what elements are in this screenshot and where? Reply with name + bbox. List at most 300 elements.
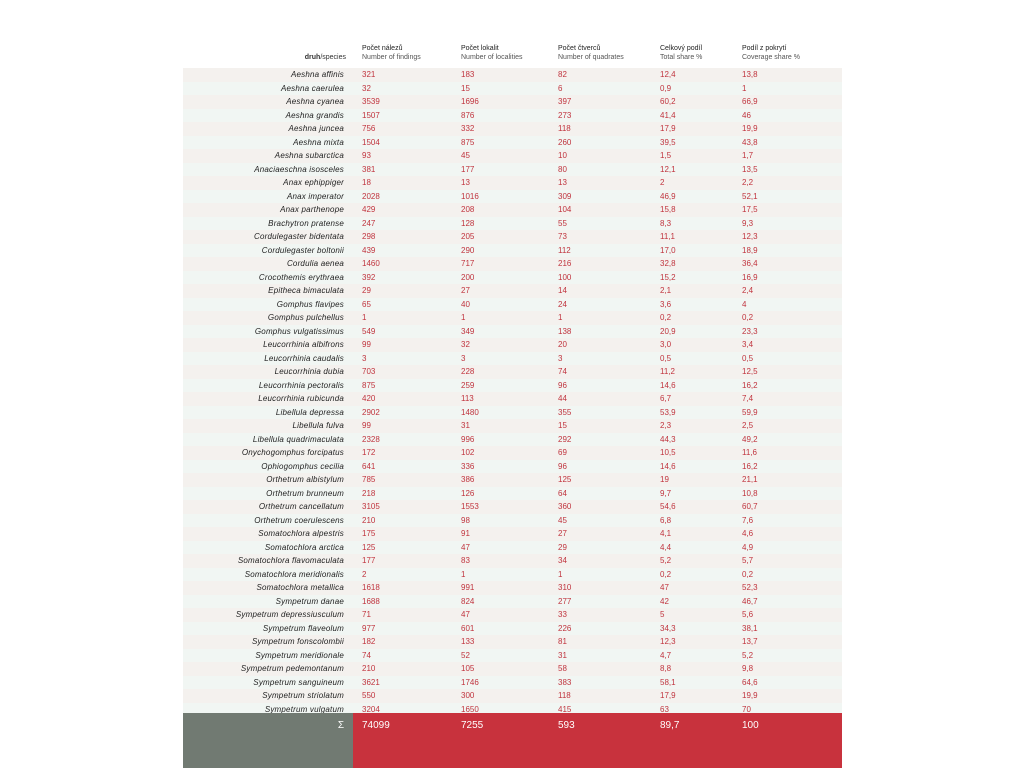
- findings-count: 3539: [362, 97, 380, 106]
- findings-count: 1460: [362, 259, 380, 268]
- table-row: [183, 230, 842, 244]
- localities-count: 83: [461, 556, 470, 565]
- table-row: [183, 392, 842, 406]
- total-localities: 7255: [461, 720, 484, 731]
- findings-count: 298: [362, 232, 376, 241]
- total-share: 34,3: [660, 623, 676, 633]
- quadrates-count: 73: [558, 232, 567, 241]
- total-share: 5,2: [660, 556, 672, 565]
- species-name: Sympetrum pedemontanum: [240, 664, 344, 673]
- localities-count: 290: [461, 245, 475, 255]
- findings-count: 32: [362, 83, 371, 93]
- findings-count: 641: [362, 461, 376, 471]
- quadrates-count: 397: [558, 97, 572, 106]
- table-row: [183, 622, 842, 636]
- coverage-share: 60,7: [742, 502, 758, 511]
- coverage-share: 9,8: [742, 664, 754, 673]
- findings-count: 703: [362, 367, 376, 376]
- localities-count: 47: [461, 610, 470, 619]
- coverage-share: 0,2: [742, 313, 754, 322]
- coverage-share: 2,2: [742, 178, 754, 187]
- total-share: 19: [660, 475, 669, 484]
- total-share: 12,3: [660, 637, 676, 646]
- species-name: Cordulegaster boltonii: [261, 245, 344, 255]
- findings-count: 439: [362, 245, 376, 255]
- total-coverage-share: 100: [742, 720, 759, 731]
- table-row: [183, 109, 842, 123]
- coverage-share: 16,2: [742, 461, 758, 471]
- total-share: 2,3: [660, 421, 672, 430]
- column-header-cz: Podíl z pokrytí: [742, 45, 787, 52]
- coverage-share: 13,5: [742, 164, 758, 174]
- table-row: [183, 608, 842, 622]
- total-share: 0,2: [660, 569, 672, 579]
- total-share: 15,2: [660, 272, 676, 282]
- findings-count: 550: [362, 691, 376, 700]
- total-share: 54,6: [660, 502, 676, 511]
- species-name: Sympetrum vulgatum: [264, 704, 344, 714]
- species-name: Sympetrum depressiusculum: [235, 610, 344, 619]
- column-header-total-share: [660, 44, 702, 62]
- table-row: [183, 419, 842, 433]
- coverage-share: 19,9: [742, 691, 758, 700]
- total-share: 44,3: [660, 434, 676, 444]
- total-share: 89,7: [660, 720, 680, 731]
- table-body: [183, 68, 842, 716]
- coverage-share: 17,5: [742, 205, 758, 214]
- quadrates-count: 81: [558, 637, 567, 646]
- coverage-share: 46: [742, 110, 751, 120]
- table-row: [183, 190, 842, 204]
- findings-count: 3105: [362, 502, 380, 511]
- findings-count: 93: [362, 151, 371, 160]
- species-name: Onychogomphus forcipatus: [241, 448, 344, 457]
- quadrates-count: 138: [558, 326, 572, 336]
- species-name: Anaciaeschna isosceles: [254, 164, 344, 174]
- species-name: Sympetrum fonscolombii: [252, 637, 344, 646]
- localities-count: 386: [461, 475, 475, 484]
- species-name: Libellula quadrimaculata: [252, 434, 344, 444]
- coverage-share: 9,3: [742, 218, 754, 228]
- total-share: 2,1: [660, 286, 672, 295]
- coverage-share: 2,4: [742, 286, 754, 295]
- coverage-share: 13,8: [742, 70, 758, 79]
- coverage-share: 4,6: [742, 529, 754, 538]
- table-row: [183, 554, 842, 568]
- localities-count: 717: [461, 259, 475, 268]
- species-name: Aeshna subarctica: [274, 151, 344, 160]
- findings-count: 785: [362, 475, 376, 484]
- total-share: 2: [660, 178, 665, 187]
- total-share: 4,7: [660, 650, 672, 660]
- table-row: [183, 176, 842, 190]
- coverage-share: 0,2: [742, 569, 754, 579]
- quadrates-count: 74: [558, 367, 567, 376]
- coverage-share: 52,1: [742, 191, 758, 201]
- total-share: 12,1: [660, 164, 676, 174]
- quadrates-count: 216: [558, 259, 572, 268]
- findings-count: 321: [362, 70, 376, 79]
- species-name: Gomphus flavipes: [276, 299, 344, 309]
- localities-count: 200: [461, 272, 475, 282]
- findings-count: 3621: [362, 677, 380, 687]
- quadrates-count: 226: [558, 623, 572, 633]
- species-name: Sympetrum sanguineum: [253, 677, 344, 687]
- localities-count: 13: [461, 178, 470, 187]
- coverage-share: 59,9: [742, 407, 758, 417]
- species-name: Libellula depressa: [275, 407, 344, 417]
- species-name: Leucorrhinia albifrons: [263, 340, 344, 349]
- coverage-share: 12,3: [742, 232, 758, 241]
- species-name: Somatochlora alpestris: [258, 529, 344, 538]
- table-row: [183, 136, 842, 150]
- table-row: [183, 689, 842, 703]
- table-row: [183, 379, 842, 393]
- localities-count: 336: [461, 461, 475, 471]
- total-share: 58,1: [660, 677, 676, 687]
- total-share: 17,9: [660, 124, 676, 133]
- quadrates-count: 112: [558, 245, 571, 255]
- table-row: [183, 635, 842, 649]
- table-row: [183, 298, 842, 312]
- coverage-share: 13,7: [742, 637, 758, 646]
- coverage-share: 66,9: [742, 97, 758, 106]
- quadrates-count: 360: [558, 502, 572, 511]
- coverage-share: 12,5: [742, 367, 758, 376]
- species-name: Epitheca bimaculata: [268, 286, 344, 295]
- coverage-share: 46,7: [742, 596, 758, 606]
- table-row: [183, 68, 842, 82]
- coverage-share: 7,6: [742, 515, 754, 525]
- table-row: [183, 149, 842, 163]
- totals-label-cell: [183, 713, 353, 768]
- species-name: Gomphus pulchellus: [267, 313, 344, 322]
- total-share: 8,3: [660, 218, 672, 228]
- localities-count: 875: [461, 137, 475, 147]
- quadrates-count: 383: [558, 677, 572, 687]
- total-share: 0,5: [660, 353, 672, 363]
- table-row: [183, 203, 842, 217]
- localities-count: 996: [461, 434, 475, 444]
- total-share: 10,5: [660, 448, 676, 457]
- total-share: 0,2: [660, 313, 672, 322]
- table-row: [183, 284, 842, 298]
- quadrates-count: 118: [558, 691, 571, 700]
- total-share: 17,9: [660, 691, 676, 700]
- column-header-cz: Celkový podíl: [660, 45, 703, 52]
- localities-count: 824: [461, 596, 475, 606]
- coverage-share: 1: [742, 83, 747, 93]
- findings-count: 74: [362, 650, 371, 660]
- coverage-share: 16,2: [742, 380, 758, 390]
- localities-count: 205: [461, 232, 475, 241]
- localities-count: 228: [461, 367, 475, 376]
- table-row: [183, 244, 842, 258]
- findings-count: 1507: [362, 110, 380, 120]
- quadrates-count: 292: [558, 434, 572, 444]
- total-share: 47: [660, 583, 669, 592]
- total-share: 3,0: [660, 340, 672, 349]
- total-share: 1,5: [660, 151, 672, 160]
- total-share: 9,7: [660, 488, 672, 498]
- species-name: Somatochlora flavomaculata: [237, 556, 344, 565]
- findings-count: 1618: [362, 583, 380, 592]
- total-share: 8,8: [660, 664, 672, 673]
- quadrates-count: 1: [558, 569, 563, 579]
- localities-count: 208: [461, 205, 475, 214]
- species-column-header: [183, 53, 346, 62]
- coverage-share: 11,6: [742, 448, 757, 457]
- table-row: [183, 352, 842, 366]
- quadrates-count: 14: [558, 286, 567, 295]
- quadrates-count: 27: [558, 529, 567, 538]
- localities-count: 1016: [461, 191, 479, 201]
- findings-count: 210: [362, 664, 376, 673]
- localities-count: 40: [461, 299, 470, 309]
- findings-count: 2028: [362, 191, 380, 201]
- table-row: [183, 325, 842, 339]
- column-header-en: Total share %: [660, 54, 703, 61]
- total-share: 6,7: [660, 394, 672, 403]
- total-share: 5: [660, 610, 665, 619]
- table-row: [183, 217, 842, 231]
- quadrates-count: 55: [558, 218, 567, 228]
- localities-count: 1746: [461, 677, 479, 687]
- coverage-share: 23,3: [742, 326, 758, 336]
- sum-symbol: Σ: [337, 720, 344, 731]
- species-name: Cordulegaster bidentata: [254, 232, 344, 241]
- findings-count: 1504: [362, 137, 380, 147]
- species-name: Somatochlora metallica: [256, 583, 344, 592]
- findings-count: 65: [362, 299, 371, 309]
- coverage-share: 5,6: [742, 610, 754, 619]
- localities-count: 177: [461, 164, 475, 174]
- localities-count: 1696: [461, 97, 479, 106]
- totals-row: [183, 713, 842, 768]
- table-row: [183, 676, 842, 690]
- total-share: 11,1: [660, 232, 675, 241]
- quadrates-count: 96: [558, 461, 567, 471]
- findings-count: 3: [362, 353, 367, 363]
- quadrates-count: 309: [558, 191, 572, 201]
- findings-count: 247: [362, 218, 376, 228]
- table-row: [183, 95, 842, 109]
- species-header-en: /species: [320, 54, 346, 61]
- total-share: 4,1: [660, 529, 672, 538]
- localities-count: 876: [461, 110, 475, 120]
- species-name: Sympetrum danae: [275, 596, 344, 606]
- quadrates-count: 6: [558, 83, 563, 93]
- species-name: Aeshna juncea: [288, 124, 344, 133]
- species-name: Anax parthenope: [280, 205, 344, 214]
- column-header-quadrates: [558, 44, 624, 62]
- localities-count: 31: [461, 421, 470, 430]
- total-share: 14,6: [660, 380, 676, 390]
- localities-count: 52: [461, 650, 470, 660]
- table-row: [183, 311, 842, 325]
- localities-count: 183: [461, 70, 475, 79]
- findings-count: 977: [362, 623, 376, 633]
- column-header-cz: Počet lokalit: [461, 45, 499, 52]
- species-name: Leucorrhinia caudalis: [264, 353, 344, 363]
- total-quadrates: 593: [558, 720, 575, 731]
- species-name: Aeshna grandis: [285, 110, 344, 120]
- localities-count: 45: [461, 151, 470, 160]
- findings-count: 175: [362, 529, 376, 538]
- coverage-share: 4: [742, 299, 747, 309]
- findings-count: 429: [362, 205, 376, 214]
- table-row: [183, 271, 842, 285]
- findings-count: 99: [362, 421, 371, 430]
- table-row: [183, 514, 842, 528]
- column-header-en: Number of quadrates: [558, 54, 624, 61]
- table-row: [183, 446, 842, 460]
- species-name: Brachytron pratense: [268, 218, 344, 228]
- coverage-share: 5,7: [742, 556, 754, 565]
- findings-count: 2: [362, 569, 367, 579]
- quadrates-count: 10: [558, 151, 567, 160]
- quadrates-count: 64: [558, 488, 567, 498]
- coverage-share: 4,9: [742, 542, 754, 552]
- coverage-share: 49,2: [742, 434, 758, 444]
- table-row: [183, 460, 842, 474]
- total-findings: 74099: [362, 720, 390, 731]
- localities-count: 128: [461, 218, 475, 228]
- species-name: Sympetrum meridionale: [255, 650, 344, 660]
- quadrates-count: 20: [558, 340, 567, 349]
- table-row: [183, 595, 842, 609]
- quadrates-count: 80: [558, 164, 567, 174]
- total-share: 20,9: [660, 326, 676, 336]
- localities-count: 105: [461, 664, 475, 673]
- quadrates-count: 45: [558, 515, 567, 525]
- quadrates-count: 82: [558, 70, 567, 79]
- species-name: Somatochlora meridionalis: [244, 569, 344, 579]
- total-share: 0,9: [660, 83, 672, 93]
- species-name: Orthetrum albistylum: [266, 475, 344, 484]
- column-header-en: Coverage share %: [742, 54, 800, 61]
- coverage-share: 1,7: [742, 151, 754, 160]
- localities-count: 113: [461, 394, 474, 403]
- table-row: [183, 568, 842, 582]
- species-name: Ophiogomphus cecilia: [261, 461, 344, 471]
- species-name: Leucorrhinia rubicunda: [258, 394, 344, 403]
- total-share: 11,2: [660, 367, 675, 376]
- total-share: 39,5: [660, 137, 676, 147]
- species-name: Sympetrum flaveolum: [262, 623, 344, 633]
- localities-count: 1553: [461, 502, 479, 511]
- coverage-share: 43,8: [742, 137, 758, 147]
- findings-count: 18: [362, 178, 371, 187]
- quadrates-count: 34: [558, 556, 567, 565]
- quadrates-count: 24: [558, 299, 567, 309]
- species-name: Orthetrum coerulescens: [254, 515, 344, 525]
- localities-count: 300: [461, 691, 475, 700]
- quadrates-count: 29: [558, 542, 567, 552]
- quadrates-count: 104: [558, 205, 572, 214]
- findings-count: 1688: [362, 596, 380, 606]
- coverage-share: 2,5: [742, 421, 754, 430]
- column-header-cz: Počet nálezů: [362, 45, 403, 52]
- findings-count: 172: [362, 448, 376, 457]
- quadrates-count: 310: [558, 583, 572, 592]
- localities-count: 259: [461, 380, 475, 390]
- species-name: Crocothemis erythraea: [258, 272, 344, 282]
- findings-count: 549: [362, 326, 376, 336]
- findings-count: 875: [362, 380, 376, 390]
- totals-values-cell: [353, 713, 842, 768]
- table-row: [183, 163, 842, 177]
- total-share: 3,6: [660, 299, 672, 309]
- localities-count: 126: [461, 488, 475, 498]
- total-share: 12,4: [660, 70, 676, 79]
- localities-count: 91: [461, 529, 470, 538]
- table-row: [183, 122, 842, 136]
- species-name: Leucorrhinia dubia: [274, 367, 344, 376]
- localities-count: 332: [461, 124, 475, 133]
- coverage-share: 7,4: [742, 394, 754, 403]
- table-row: [183, 473, 842, 487]
- quadrates-count: 69: [558, 448, 567, 457]
- species-name: Aeshna mixta: [293, 137, 344, 147]
- quadrates-count: 277: [558, 596, 572, 606]
- column-header-cz: Počet čtverců: [558, 45, 601, 52]
- species-name: Leucorrhinia pectoralis: [258, 380, 344, 390]
- column-header-findings: [362, 44, 421, 62]
- table-row: [183, 365, 842, 379]
- coverage-share: 10,8: [742, 488, 758, 498]
- findings-count: 210: [362, 515, 376, 525]
- coverage-share: 64,6: [742, 677, 758, 687]
- coverage-share: 16,9: [742, 272, 758, 282]
- table-row: [183, 649, 842, 663]
- quadrates-count: 31: [558, 650, 567, 660]
- column-header-en: Number of localities: [461, 54, 523, 61]
- localities-count: 47: [461, 542, 470, 552]
- coverage-share: 19,9: [742, 124, 758, 133]
- findings-count: 71: [362, 610, 371, 619]
- quadrates-count: 415: [558, 704, 572, 714]
- localities-count: 1: [461, 569, 466, 579]
- table-row: [183, 82, 842, 96]
- localities-count: 15: [461, 83, 470, 93]
- findings-count: 2902: [362, 407, 380, 417]
- localities-count: 1480: [461, 407, 479, 417]
- total-share: 46,9: [660, 191, 676, 201]
- total-share: 15,8: [660, 205, 676, 214]
- species-name: Gomphus vulgatissimus: [254, 326, 344, 336]
- total-share: 32,8: [660, 259, 676, 268]
- localities-count: 27: [461, 286, 470, 295]
- quadrates-count: 44: [558, 394, 567, 403]
- quadrates-count: 125: [558, 475, 572, 484]
- findings-count: 177: [362, 556, 376, 565]
- species-name: Orthetrum brunneum: [266, 488, 344, 498]
- localities-count: 98: [461, 515, 470, 525]
- species-name: Libellula fulva: [292, 421, 344, 430]
- coverage-share: 21,1: [742, 475, 758, 484]
- findings-count: 218: [362, 488, 376, 498]
- quadrates-count: 58: [558, 664, 567, 673]
- findings-count: 756: [362, 124, 376, 133]
- coverage-share: 70: [742, 704, 751, 714]
- species-name: Aeshna caerulea: [280, 83, 344, 93]
- species-name: Sympetrum striolatum: [262, 691, 344, 700]
- coverage-share: 36,4: [742, 259, 758, 268]
- table-row: [183, 500, 842, 514]
- total-share: 53,9: [660, 407, 676, 417]
- localities-count: 32: [461, 340, 470, 349]
